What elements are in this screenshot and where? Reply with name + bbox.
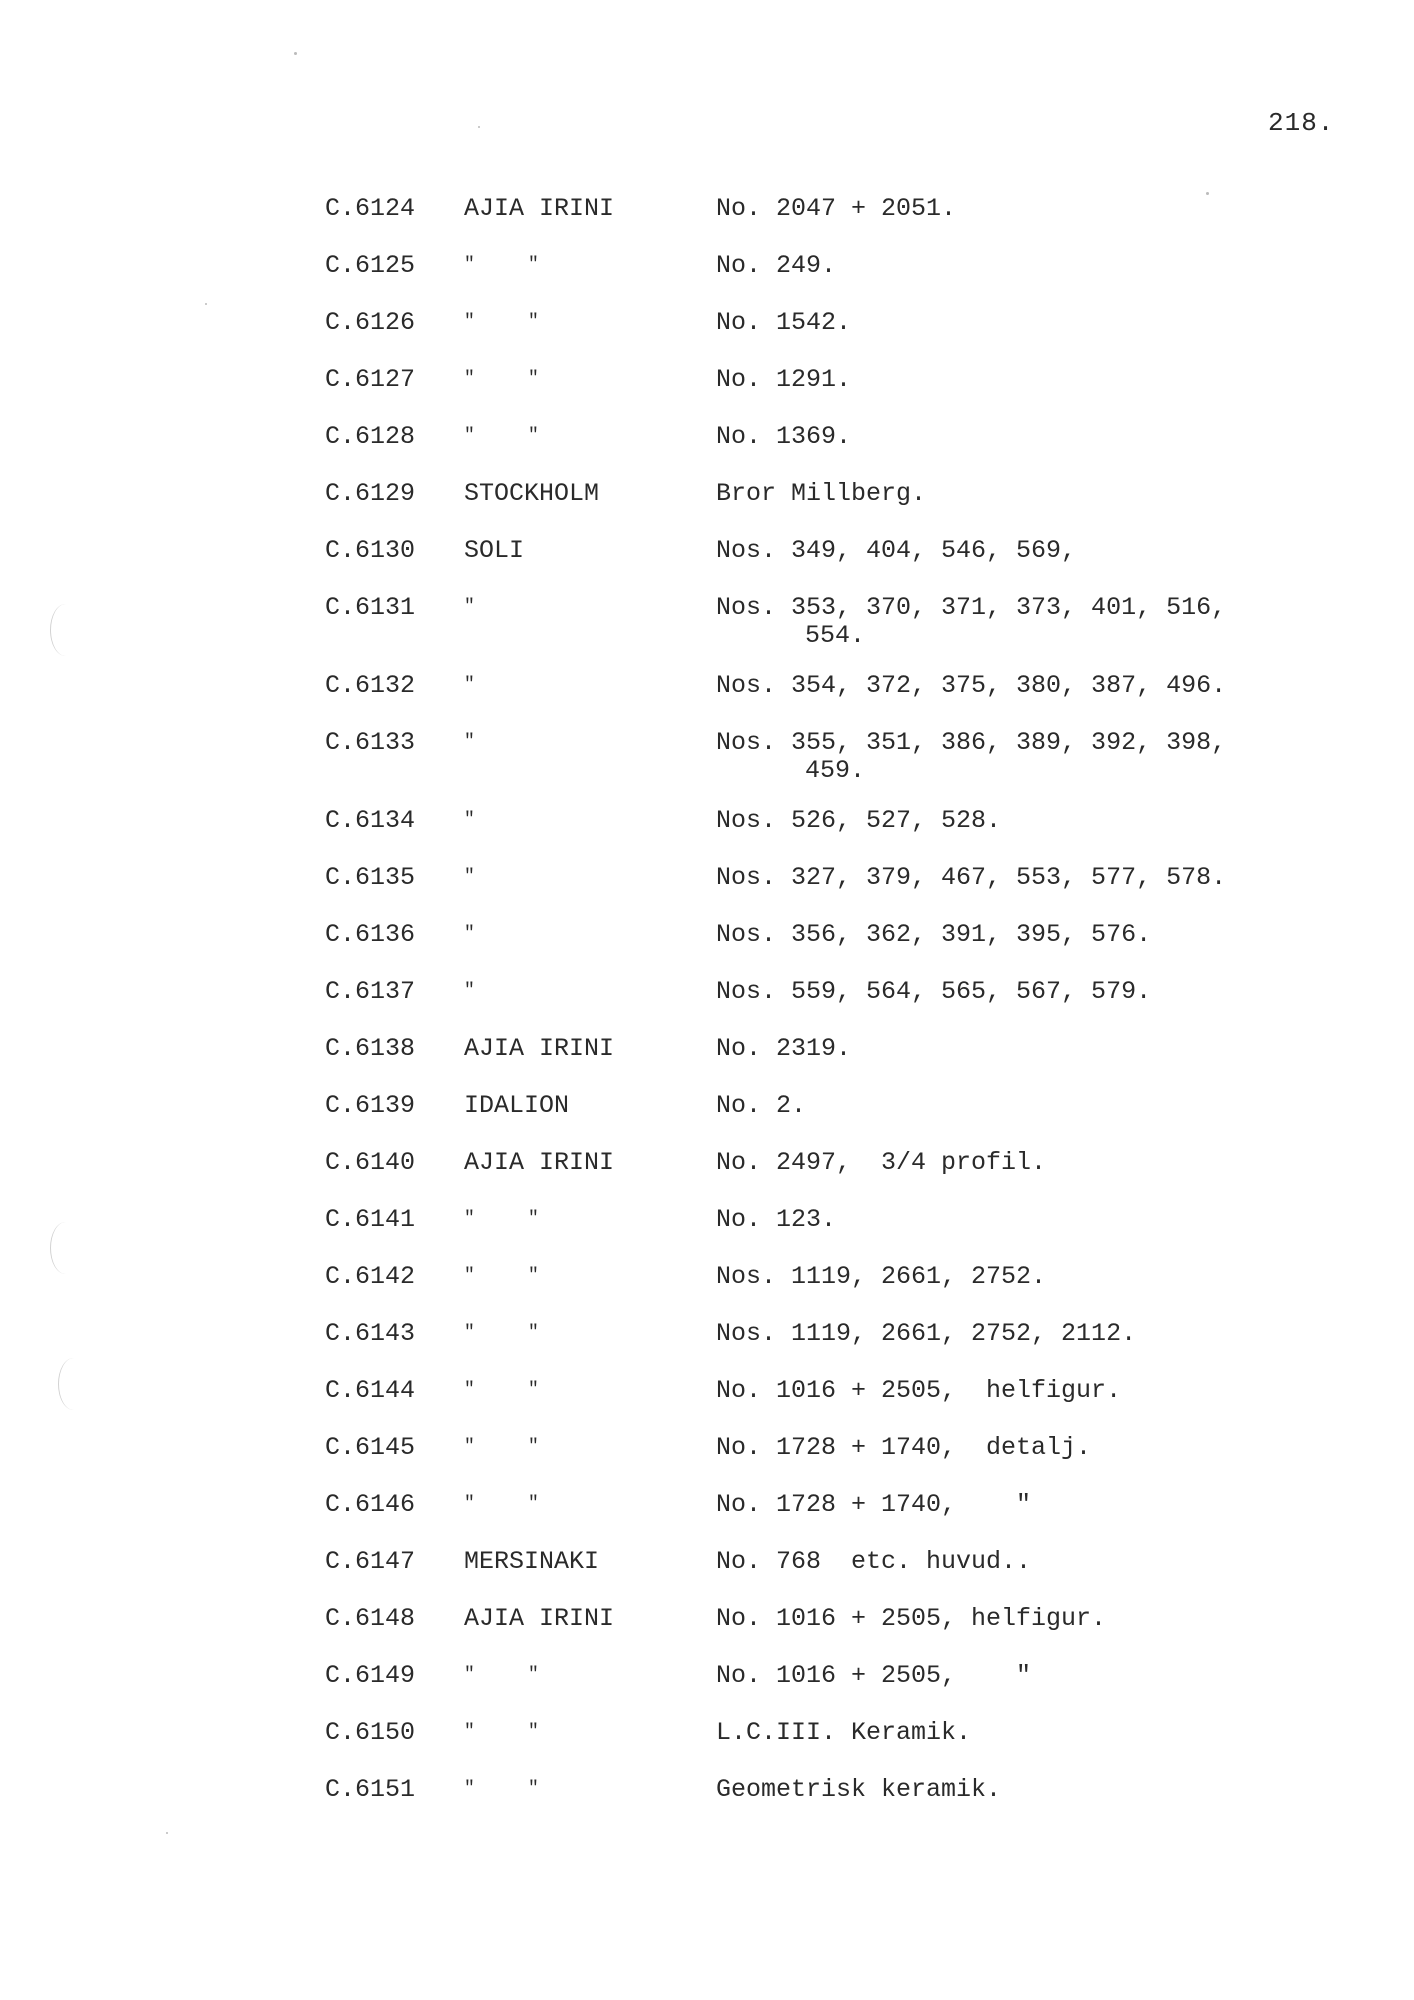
object-description bbox=[716, 806, 1335, 835]
scan-speck bbox=[205, 303, 207, 305]
negative-code: C.6143 bbox=[325, 1319, 416, 1348]
description-text: Nos. 559, 564, 565, 567, 579. bbox=[716, 977, 1152, 1006]
site-name: " " bbox=[464, 1209, 541, 1229]
site-name: MERSINAKI bbox=[464, 1547, 600, 1576]
description-text: No. 1369. bbox=[716, 422, 852, 451]
negative-code: C.6130 bbox=[325, 536, 416, 565]
photo-register-list bbox=[325, 194, 1335, 1832]
page-number: 218. bbox=[1268, 108, 1335, 138]
object-description bbox=[716, 1433, 1335, 1462]
register-row bbox=[325, 422, 1335, 451]
object-description bbox=[716, 863, 1335, 892]
negative-code: C.6142 bbox=[325, 1262, 416, 1291]
register-row bbox=[325, 251, 1335, 280]
register-row bbox=[325, 863, 1335, 892]
scan-speck bbox=[478, 126, 480, 128]
site-name: " " bbox=[464, 1266, 541, 1286]
object-description bbox=[716, 1547, 1335, 1576]
negative-code: C.6133 bbox=[325, 728, 416, 757]
site-name: " bbox=[464, 867, 477, 887]
negative-code: C.6139 bbox=[325, 1091, 416, 1120]
description-text: No. 1728 + 1740, " bbox=[716, 1490, 1032, 1519]
description-text: Nos. 354, 372, 375, 380, 387, 496. bbox=[716, 671, 1227, 700]
object-description bbox=[716, 920, 1335, 949]
object-description bbox=[716, 365, 1335, 394]
register-row bbox=[325, 479, 1335, 508]
negative-code: C.6140 bbox=[325, 1148, 416, 1177]
scan-speck bbox=[166, 1832, 168, 1834]
description-text: Nos. 1119, 2661, 2752, 2112. bbox=[716, 1319, 1137, 1348]
register-row bbox=[325, 1604, 1335, 1633]
description-text: No. 249. bbox=[716, 251, 837, 280]
site-name: " " bbox=[464, 255, 541, 275]
object-description bbox=[716, 671, 1335, 700]
description-text: No. 1016 + 2505, " bbox=[716, 1661, 1032, 1690]
site-name: AJIA IRINI bbox=[464, 1148, 615, 1177]
object-description bbox=[716, 1490, 1335, 1519]
register-row bbox=[325, 1376, 1335, 1405]
description-text: Nos. 1119, 2661, 2752. bbox=[716, 1262, 1047, 1291]
register-row bbox=[325, 1319, 1335, 1348]
negative-code: C.6149 bbox=[325, 1661, 416, 1690]
register-row bbox=[325, 536, 1335, 565]
register-row bbox=[325, 1091, 1335, 1120]
site-name: AJIA IRINI bbox=[464, 194, 615, 223]
object-description bbox=[716, 1319, 1335, 1348]
register-row bbox=[325, 1547, 1335, 1576]
object-description bbox=[716, 251, 1335, 280]
description-continuation: 459. bbox=[805, 756, 866, 785]
description-text: No. 1291. bbox=[716, 365, 852, 394]
object-description bbox=[716, 422, 1335, 451]
description-text: Nos. 353, 370, 371, 373, 401, 516, bbox=[716, 593, 1227, 622]
register-row bbox=[325, 1775, 1335, 1804]
register-row bbox=[325, 1148, 1335, 1177]
site-name: " " bbox=[464, 1323, 541, 1343]
negative-code: C.6134 bbox=[325, 806, 416, 835]
description-text: No. 1016 + 2505, helfigur. bbox=[716, 1376, 1122, 1405]
register-row bbox=[325, 728, 1335, 784]
site-name: " " bbox=[464, 1722, 541, 1742]
register-row bbox=[325, 593, 1335, 649]
object-description bbox=[716, 1376, 1335, 1405]
register-row bbox=[325, 1490, 1335, 1519]
site-name: IDALION bbox=[464, 1091, 570, 1120]
description-text: Bror Millberg. bbox=[716, 479, 927, 508]
description-text: No. 1542. bbox=[716, 308, 852, 337]
site-name: " " bbox=[464, 1665, 541, 1685]
object-description bbox=[716, 479, 1335, 508]
site-name: " " bbox=[464, 369, 541, 389]
site-name: " bbox=[464, 924, 477, 944]
description-text: No. 768 etc. huvud.. bbox=[716, 1547, 1032, 1576]
description-text: No. 2497, 3/4 profil. bbox=[716, 1148, 1047, 1177]
register-row bbox=[325, 365, 1335, 394]
object-description bbox=[716, 536, 1335, 565]
negative-code: C.6138 bbox=[325, 1034, 416, 1063]
register-row bbox=[325, 977, 1335, 1006]
margin-mark bbox=[50, 604, 81, 656]
negative-code: C.6127 bbox=[325, 365, 416, 394]
register-row bbox=[325, 194, 1335, 223]
negative-code: C.6132 bbox=[325, 671, 416, 700]
negative-code: C.6147 bbox=[325, 1547, 416, 1576]
object-description bbox=[716, 1775, 1335, 1804]
object-description bbox=[716, 1148, 1335, 1177]
negative-code: C.6137 bbox=[325, 977, 416, 1006]
site-name: " bbox=[464, 981, 477, 1001]
negative-code: C.6148 bbox=[325, 1604, 416, 1633]
site-name: " bbox=[464, 597, 477, 617]
object-description bbox=[716, 593, 1335, 649]
description-text: No. 1016 + 2505, helfigur. bbox=[716, 1604, 1107, 1633]
site-name: " " bbox=[464, 1779, 541, 1799]
register-row bbox=[325, 1433, 1335, 1462]
register-row bbox=[325, 920, 1335, 949]
description-continuation: 554. bbox=[805, 621, 866, 650]
scan-speck bbox=[294, 52, 297, 55]
register-row bbox=[325, 806, 1335, 835]
object-description bbox=[716, 1091, 1335, 1120]
site-name: " " bbox=[464, 426, 541, 446]
object-description bbox=[716, 1661, 1335, 1690]
site-name: " bbox=[464, 810, 477, 830]
object-description bbox=[716, 1262, 1335, 1291]
site-name: " bbox=[464, 675, 477, 695]
object-description bbox=[716, 1205, 1335, 1234]
negative-code: C.6128 bbox=[325, 422, 416, 451]
negative-code: C.6141 bbox=[325, 1205, 416, 1234]
site-name: STOCKHOLM bbox=[464, 479, 600, 508]
object-description bbox=[716, 728, 1335, 784]
description-text: Nos. 356, 362, 391, 395, 576. bbox=[716, 920, 1152, 949]
object-description bbox=[716, 1034, 1335, 1063]
negative-code: C.6151 bbox=[325, 1775, 416, 1804]
negative-code: C.6124 bbox=[325, 194, 416, 223]
description-text: No. 2047 + 2051. bbox=[716, 194, 957, 223]
object-description bbox=[716, 977, 1335, 1006]
site-name: AJIA IRINI bbox=[464, 1604, 615, 1633]
negative-code: C.6146 bbox=[325, 1490, 416, 1519]
register-row bbox=[325, 1718, 1335, 1747]
description-text: Nos. 349, 404, 546, 569, bbox=[716, 536, 1077, 565]
negative-code: C.6145 bbox=[325, 1433, 416, 1462]
description-text: Geometrisk keramik. bbox=[716, 1775, 1002, 1804]
site-name: " bbox=[464, 732, 477, 752]
register-row bbox=[325, 308, 1335, 337]
negative-code: C.6135 bbox=[325, 863, 416, 892]
site-name: " " bbox=[464, 1380, 541, 1400]
negative-code: C.6131 bbox=[325, 593, 416, 622]
register-row bbox=[325, 671, 1335, 700]
negative-code: C.6144 bbox=[325, 1376, 416, 1405]
description-text: Nos. 355, 351, 386, 389, 392, 398, bbox=[716, 728, 1227, 757]
description-text: L.C.III. Keramik. bbox=[716, 1718, 972, 1747]
object-description bbox=[716, 308, 1335, 337]
site-name: AJIA IRINI bbox=[464, 1034, 615, 1063]
register-row bbox=[325, 1262, 1335, 1291]
register-row bbox=[325, 1205, 1335, 1234]
site-name: " " bbox=[464, 1494, 541, 1514]
negative-code: C.6126 bbox=[325, 308, 416, 337]
object-description bbox=[716, 1604, 1335, 1633]
margin-mark bbox=[50, 1222, 81, 1274]
site-name: " " bbox=[464, 1437, 541, 1457]
register-row bbox=[325, 1661, 1335, 1690]
description-text: No. 2319. bbox=[716, 1034, 852, 1063]
object-description bbox=[716, 1718, 1335, 1747]
negative-code: C.6136 bbox=[325, 920, 416, 949]
description-text: Nos. 526, 527, 528. bbox=[716, 806, 1002, 835]
description-text: Nos. 327, 379, 467, 553, 577, 578. bbox=[716, 863, 1227, 892]
negative-code: C.6150 bbox=[325, 1718, 416, 1747]
margin-mark bbox=[58, 1358, 89, 1410]
negative-code: C.6125 bbox=[325, 251, 416, 280]
object-description bbox=[716, 194, 1335, 223]
register-row bbox=[325, 1034, 1335, 1063]
description-text: No. 1728 + 1740, detalj. bbox=[716, 1433, 1092, 1462]
site-name: " " bbox=[464, 312, 541, 332]
site-name: SOLI bbox=[464, 536, 525, 565]
negative-code: C.6129 bbox=[325, 479, 416, 508]
description-text: No. 123. bbox=[716, 1205, 837, 1234]
scan-speck bbox=[1206, 192, 1209, 195]
description-text: No. 2. bbox=[716, 1091, 807, 1120]
